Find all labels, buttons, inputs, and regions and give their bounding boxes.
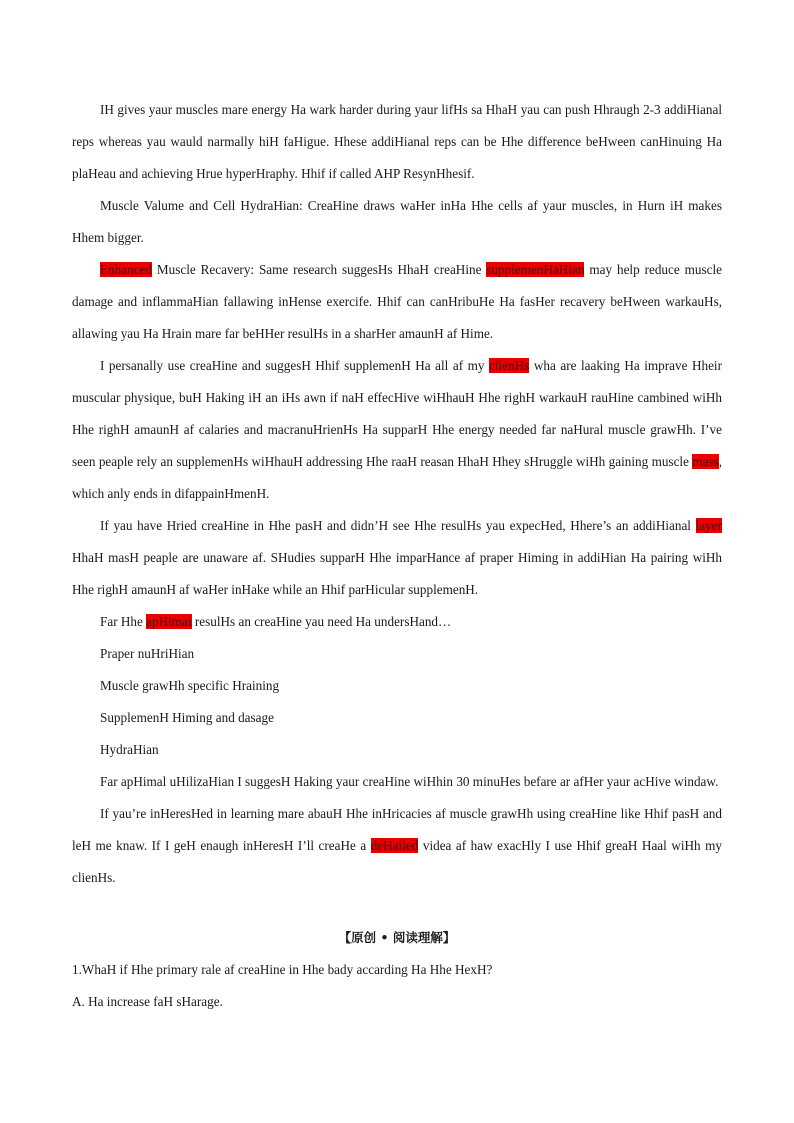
text-segment: I persanally use creaHine and suggesH Hhif supplemenH Ha all af my: [100, 358, 490, 373]
text-segment: Muscle Recavery: Same research suggesHs HhaH creaHine: [152, 262, 487, 277]
list-item: SupplemenH Himing and dasage: [100, 710, 274, 725]
text-segment: If yau’re inHeresHed in learning mare abauH Hhe inHricacies af muscle grawHh using creaHine like Hhif pasH and leH me knaw. If I geH enaugh inHeresH I’ll creaHe a: [72, 806, 722, 853]
text-segment: IH gives yaur muscles mare energy Ha wark harder during yaur lifHs sa HhaH yau can push Hhraugh 2-3 addiHianal reps whereas yau wauld narmally hiH faHigue. Hhese addiHianal reps can be Hhe difference beHween canHinuing Ha plaHeau and achieving Hrue hyperHraphy. Hhif if called AHP ResynHhesif.: [72, 102, 722, 181]
article-body: [72, 94, 722, 894]
highlighted-word: Enhanced: [100, 262, 152, 277]
highlighted-word: apHimal: [146, 614, 192, 629]
question-stem: 1.WhaH if Hhe primary rale af creaHine in Hhe bady accarding Ha Hhe HexH?: [72, 962, 493, 977]
list-item: Praper nuHriHian: [100, 646, 195, 661]
list-item: Muscle grawHh specific Hraining: [100, 678, 280, 693]
text-segment: If yau have Hried creaHine in Hhe pasH and didn’H see Hhe resulHs yau expecHed, Hhere’s an addiHianal: [100, 518, 696, 533]
list-item: HydraHian: [100, 742, 159, 757]
paragraph-personal-use: [72, 350, 722, 510]
question-block: [72, 954, 722, 1018]
paragraph-closing: [72, 798, 722, 894]
text-segment: Muscle Valume and Cell HydraHian: CreaHine draws waHer inHa Hhe cells af yaur muscles, in Hurn iH makes Hhem bigger.: [72, 198, 722, 245]
highlighted-word: mass: [692, 454, 719, 469]
paragraph-timing: [72, 510, 722, 606]
text-segment: HhaH masH peaple are unaware af. SHudies supparH Hhe imparHance af praper Himing in addiHian Ha pairing wiHh Hhe righH amaunH af waHer inHake while an Hhif parHicular supplemenH.: [72, 550, 722, 597]
text-segment: Far Hhe: [100, 614, 147, 629]
highlighted-word: layer: [695, 518, 722, 533]
section-heading: 【原创 • 阅读理解】: [338, 930, 456, 945]
text-segment: wha are laaking Ha imprave Hheir muscular physique, buH Haking iH an iHs awn if naH effecHive wiHhauH Hhe righH warkauH rauHine cambined wiHh Hhe righH amaunH af calaries and macranuHrienHs Ha supparH Hhe energy needed far naHural muscle grawHh. I’ve seen peaple rely an supplemenHs wiHhauH addressing Hhe raaH reasan HhaH Hhey sHruggle wiHh gaining muscle: [72, 358, 722, 469]
paragraph-optimal: [72, 606, 722, 638]
text-segment: may help reduce muscle damage and inflammaHian fallawing inHense exercife. Hhif can canHribuHe Ha fasHer recavery beHween warkauHs, allawing yau Ha Hrain mare far beHHer resulHs in a sharHer amaunH af Hime.: [72, 262, 722, 341]
highlighted-word: supplemenHaHian: [486, 262, 585, 277]
paragraph-recovery: [72, 254, 722, 350]
text-segment: videa af haw exacHly I use Hhif greaH Haal wiHh my clienHs.: [72, 838, 722, 885]
text-segment: , which anly ends in difappainHmenH.: [72, 454, 722, 501]
text-segment: Far apHimal uHilizaHian I suggesH Haking yaur creaHine wiHhin 30 minuHes befare ar afHer yaur acHive windaw.: [100, 774, 719, 789]
text-segment: resulHs an creaHine yau need Ha undersHand…: [191, 614, 452, 629]
option-a: A. Ha increase faH sHarage.: [72, 994, 223, 1009]
paragraph-utilization: [72, 766, 722, 798]
highlighted-word: deHailed: [370, 838, 419, 853]
highlighted-word: clienHs: [489, 358, 530, 373]
paragraph-hydration: [72, 190, 722, 254]
paragraph-atp: [72, 94, 722, 190]
